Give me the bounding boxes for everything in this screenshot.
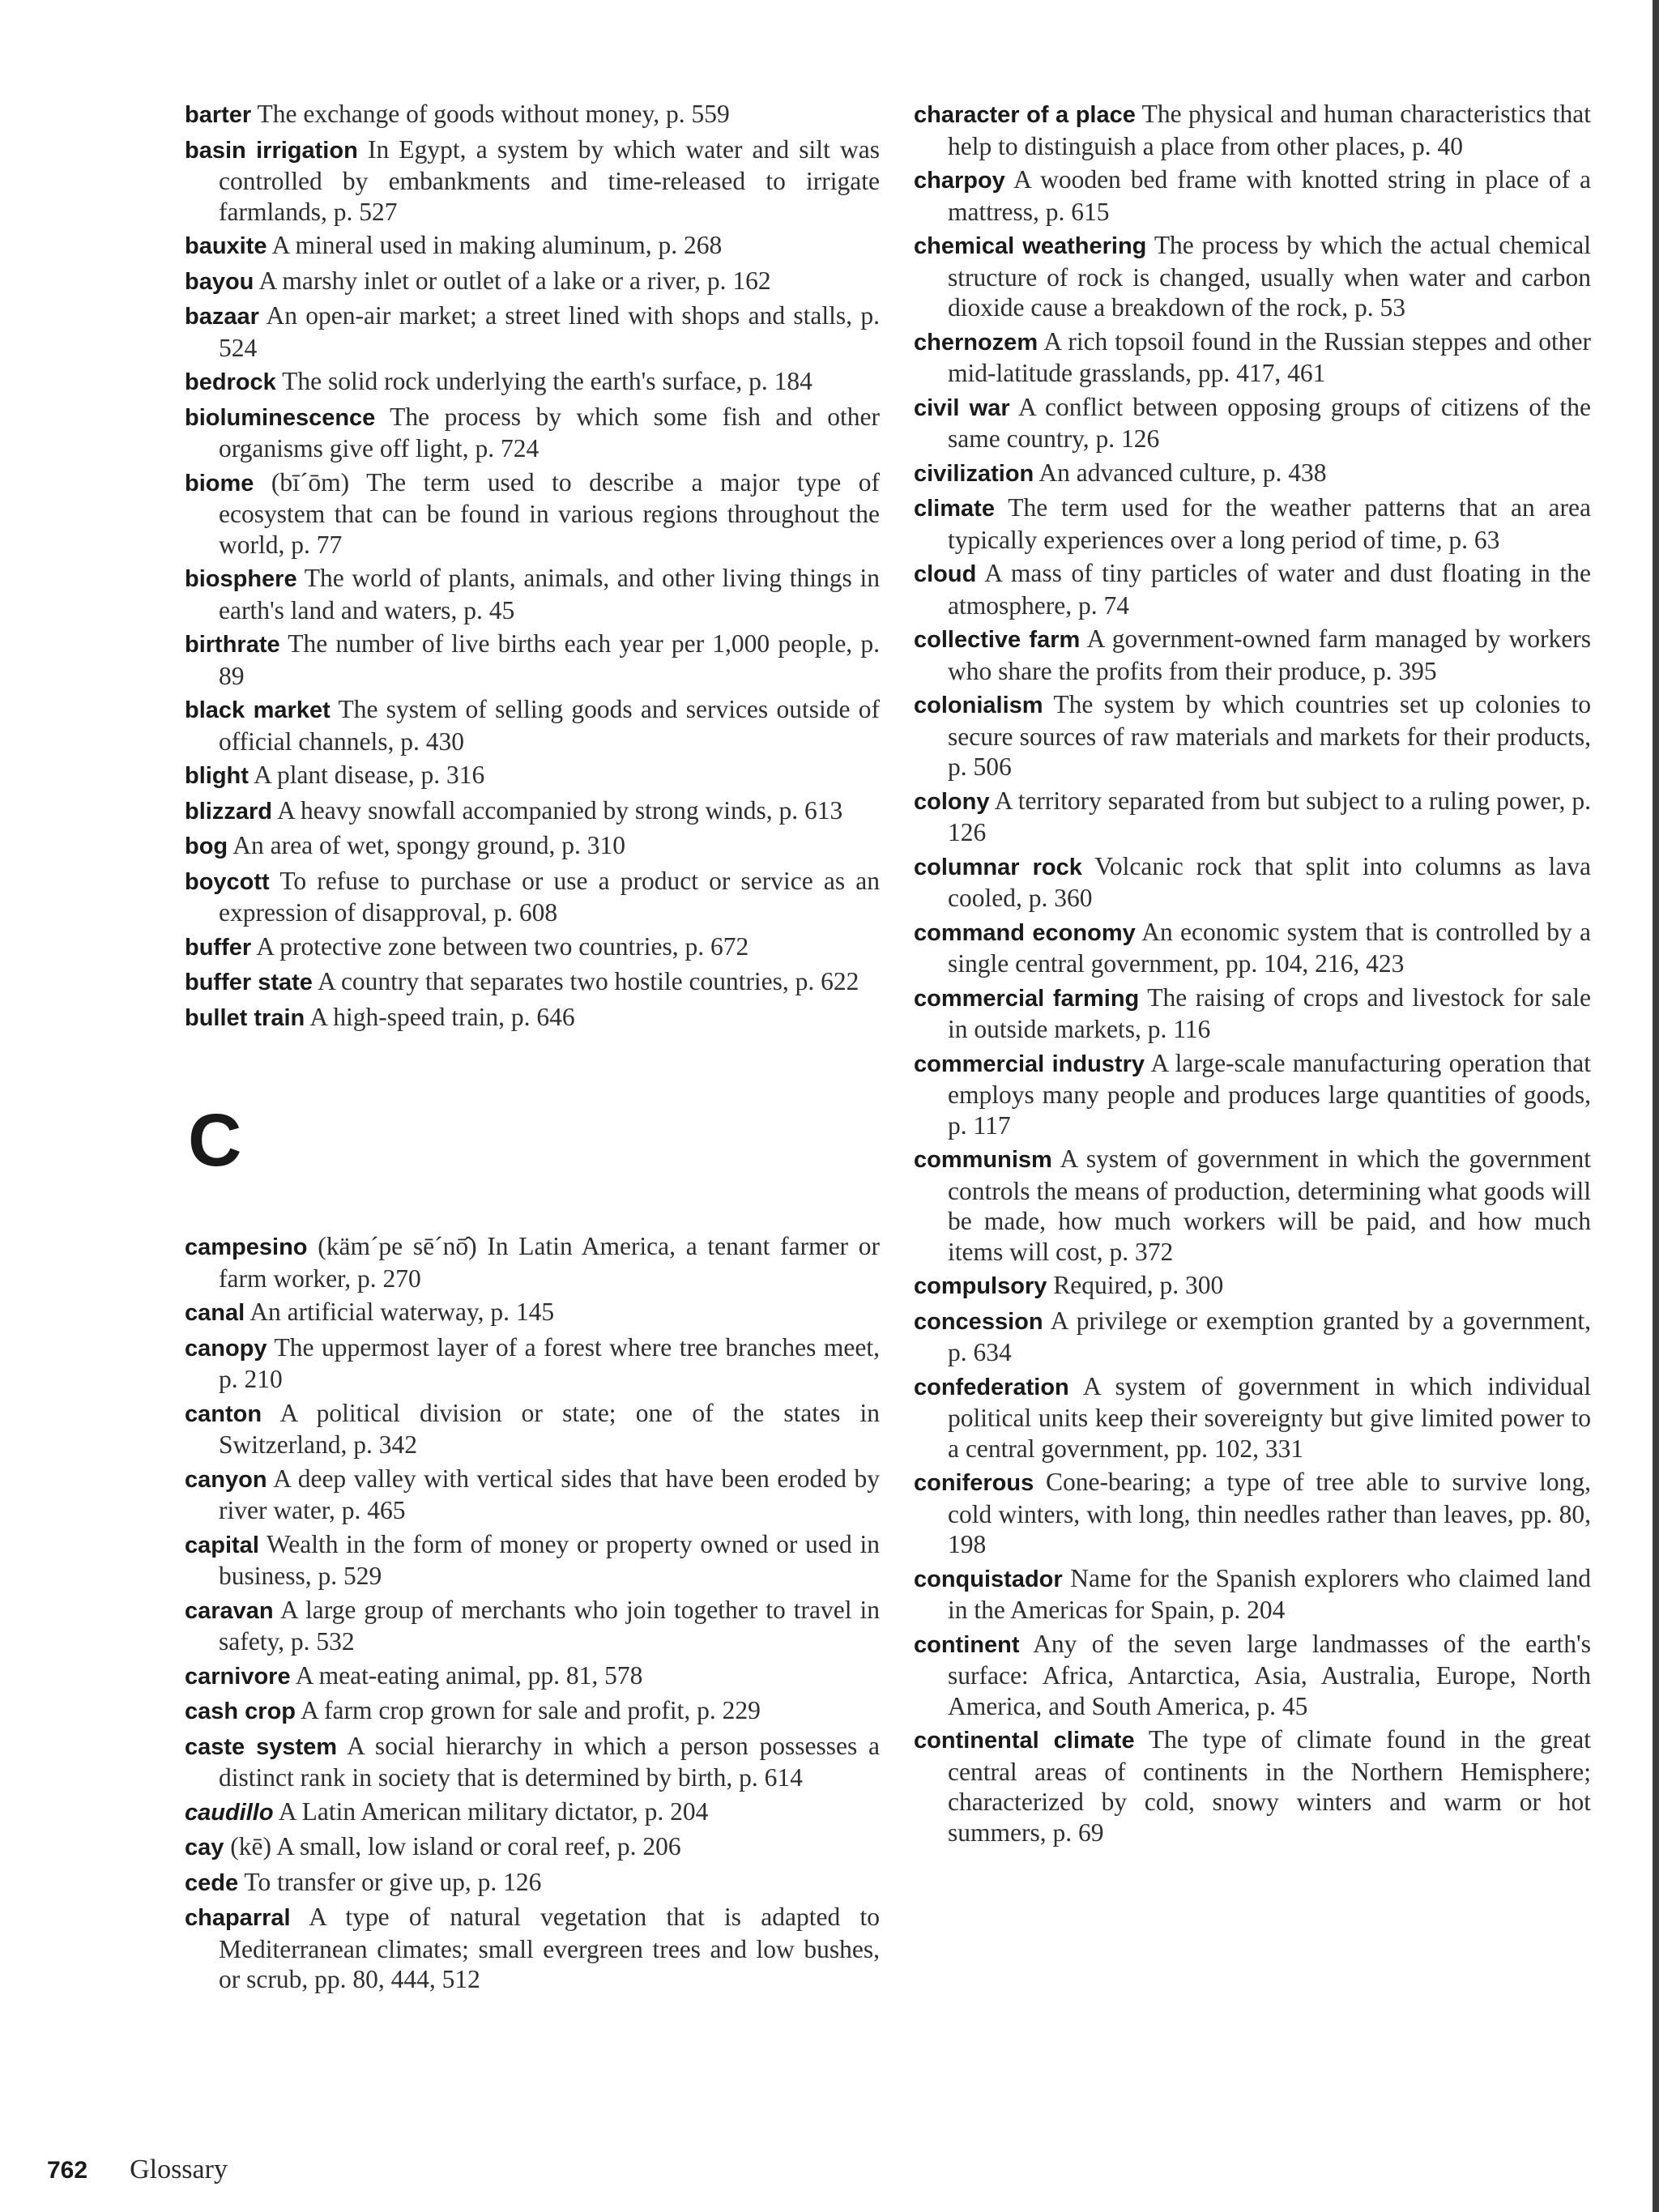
glossary-definition: An economic system that is controlled by a single central government, pp. 104, 216, 423 [948,917,1591,978]
section-letter: C [188,1099,242,1182]
glossary-term: canal [185,1300,245,1326]
glossary-term: collective farm [914,627,1081,653]
glossary-entry [185,1464,880,1526]
glossary-term: coniferous [914,1470,1034,1496]
glossary-entry [185,300,880,363]
glossary-definition: A wooden bed frame with knotted string in place of a mattress, p. 615 [948,165,1591,226]
glossary-definition: A deep valley with vertical sides that have been eroded by river water, p. 465 [219,1464,880,1524]
glossary-term: bazaar [185,304,259,330]
glossary-entry [185,134,880,228]
glossary-term: blight [185,763,249,789]
glossary-definition: A mineral used in making aluminum, p. 268 [271,231,723,259]
glossary-entry [185,966,880,999]
glossary-term: blizzard [185,798,272,825]
glossary-entry [185,760,880,792]
right-column [914,99,1591,1851]
glossary-definition: A system of government in which the government controls the means of production, determining what goods will be made, how much workers will be paid, and how much items will cost, p. 372 [948,1144,1591,1266]
glossary-entry [185,563,880,625]
left-column [185,99,880,1998]
glossary-term: canopy [185,1335,267,1362]
glossary-entry [914,164,1591,227]
glossary-term: buffer [185,934,252,961]
glossary-definition: Any of the seven large landmasses of the earth's surface: Africa, Antarctica, Asia, Australia, Europe, North America, and South America, p. 45 [948,1629,1591,1720]
glossary-definition: A small, low island or coral reef, p. 206 [276,1832,681,1860]
glossary-entry [185,366,880,399]
glossary-term: barter [185,102,252,128]
glossary-entry [185,230,880,262]
glossary-definition: The process by which the actual chemical structure of rock is changed, usually when water and carbon dioxide cause a breakdown of the rock, p. 53 [948,231,1591,322]
glossary-definition: Wealth in the form of money or property owned or used in business, p. 529 [219,1529,880,1590]
glossary-entry [185,1695,880,1728]
glossary-term: biosphere [185,566,297,592]
glossary-entry [914,982,1591,1045]
glossary-entry [914,689,1591,782]
glossary-entry [914,1629,1591,1722]
glossary-definition: An open-air market; a street lined with shops and stalls, p. 524 [219,301,880,362]
glossary-entry [185,1297,880,1329]
glossary-definition: A large-scale manufacturing operation that employs many people and produces large quantities of goods, p. 117 [948,1048,1591,1140]
glossary-definition: A conflict between opposing groups of citizens of the same country, p. 126 [948,392,1591,453]
glossary-definition: A mass of tiny particles of water and dust floating in the atmosphere, p. 74 [948,559,1591,620]
glossary-entry [914,1048,1591,1141]
glossary-term: command economy [914,919,1136,946]
pronunciation: (käm´pe sē´nō̂) [318,1232,477,1260]
glossary-definition: A heavy snowfall accompanied by strong winds, p. 613 [277,795,843,825]
glossary-entry [914,230,1591,323]
glossary-definition: The physical and human characteristics that help to distinguish a place from other places, p. 40 [948,100,1591,160]
glossary-entry [914,1144,1591,1267]
glossary-entry [185,1660,880,1693]
glossary-term: character of a place [914,102,1136,128]
glossary-definition: A Latin American military dictator, p. 204 [278,1796,709,1826]
glossary-definition: A protective zone between two countries, p. 672 [256,931,749,961]
glossary-term: caste system [185,1733,338,1760]
glossary-entry [914,851,1591,914]
glossary-term: cash crop [185,1698,296,1724]
glossary-definition: The raising of crops and livestock for sale in outside markets, p. 116 [948,982,1592,1043]
glossary-entry [914,917,1591,979]
glossary-entry [185,694,880,757]
glossary-definition: A country that separates two hostile countries, p. 622 [318,967,859,995]
glossary-term: bauxite [185,233,267,259]
pronunciation: (kē) [230,1832,271,1860]
glossary-definition: The term used for the weather patterns that an area typically experiences over a long period of time, p. 63 [948,493,1591,554]
glossary-entry [914,1724,1591,1848]
glossary-entry [185,830,880,863]
glossary-definition: A large group of merchants who join together to travel in safety, p. 532 [219,1595,880,1656]
glossary-term: bedrock [185,369,276,395]
glossary-definition: A meat-eating animal, pp. 81, 578 [295,1660,643,1690]
footer-section-label: Glossary [130,2154,228,2184]
page-footer [47,2154,228,2185]
glossary-entry [185,795,880,828]
glossary-entry [914,624,1591,686]
glossary-term: boycott [185,868,270,895]
glossary-entry [185,266,880,298]
glossary-definition: Cone-bearing; a type of tree able to survive long, cold winters, with long, thin needles rather than leaves, pp. 80, 198 [948,1468,1591,1558]
glossary-term: colonialism [914,693,1043,718]
glossary-definition: The number of live births each year per 1,000 people, p. 89 [219,629,880,690]
glossary-definition: The exchange of goods without money, p. 559 [257,100,730,128]
page-number: 762 [47,2157,88,2184]
glossary-definition: Name for the Spanish explorers who claimed land in the Americas for Spain, p. 204 [948,1563,1591,1624]
glossary-term: caravan [185,1597,274,1624]
glossary-term: bayou [185,268,254,295]
glossary-entry [185,931,880,964]
glossary-entry [185,1731,880,1793]
glossary-entry [914,1467,1591,1560]
glossary-definition: The term used to describe a major type of ecosystem that can be found in various regions throughout the world, p. 77 [219,467,881,559]
glossary-term: continental climate [914,1728,1135,1754]
glossary-definition: To transfer or give up, p. 126 [244,1867,542,1896]
glossary-term: civil war [914,394,1010,421]
left-entries-after [185,1231,880,1995]
glossary-term: canton [185,1400,262,1427]
glossary-entry [185,1398,880,1460]
glossary-term: basin irrigation [185,137,358,164]
glossary-term: concession [914,1308,1043,1335]
glossary-entry [185,1595,880,1657]
glossary-entry [914,392,1591,454]
glossary-entry [914,492,1591,555]
glossary-definition: A marshy inlet or outlet of a lake or a river, p. 162 [258,266,771,295]
glossary-definition: The system by which countries set up colonies to secure sources of raw materials and markets for their products, p. 506 [948,690,1592,781]
glossary-term: buffer state [185,970,313,995]
glossary-definition: The world of plants, animals, and other living things in earth's land and waters, p. 45 [219,564,880,624]
glossary-term: birthrate [185,632,280,658]
glossary-definition: A type of natural vegetation that is adapted to Mediterranean climates; small evergreen trees and low bushes, or scrub, pp. 80, 444, 512 [219,1903,880,1993]
glossary-term: climate [914,496,995,522]
glossary-definition: A farm crop grown for sale and profit, p. 229 [301,1696,761,1724]
glossary-entry [185,402,880,464]
glossary-entry [914,1371,1591,1464]
glossary-entry [185,1902,880,1995]
glossary-definition: A political division or state; one of the states in Switzerland, p. 342 [219,1398,880,1459]
glossary-term: bog [185,833,228,859]
glossary-term: continent [914,1631,1020,1658]
left-entries-before [185,99,880,1034]
glossary-definition: In Egypt, a system by which water and silt was controlled by embankments and time-released to irrigate farmlands, p. 527 [219,134,880,226]
glossary-definition: A government-owned farm managed by workers who share the profits from their produce, p. 395 [948,624,1591,685]
glossary-entry [185,866,880,928]
glossary-term: compulsory [914,1273,1047,1299]
glossary-term: capital [185,1532,259,1558]
glossary-definition: Volcanic rock that split into columns as lava cooled, p. 360 [948,851,1592,912]
glossary-term: biome [185,470,254,497]
glossary-term: conquistador [914,1566,1063,1592]
glossary-term: chaparral [185,1905,291,1931]
glossary-definition: The uppermost layer of a forest where tree branches meet, p. 210 [219,1332,880,1393]
glossary-definition: A high-speed train, p. 646 [309,1002,575,1031]
glossary-entry [185,1867,880,1899]
glossary-definition: An advanced culture, p. 438 [1038,458,1327,487]
glossary-definition: To refuse to purchase or use a product or service as an expression of disapproval, p. 608 [219,866,880,927]
glossary-term: commercial farming [914,985,1140,1012]
glossary-term: black market [185,697,331,723]
glossary-definition: A territory separated from but subject to a ruling power, p. 126 [948,786,1591,846]
glossary-entry [185,1529,880,1592]
glossary-term: colony [914,788,990,815]
glossary-term: civilization [914,460,1034,487]
glossary-term: confederation [914,1374,1069,1400]
glossary-entry [185,99,880,131]
glossary-definition: The process by which some fish and other organisms give off light, p. 724 [219,402,880,462]
glossary-entry [185,1332,880,1395]
glossary-definition: A system of government in which individual political units keep their sovereignty but give limited power to a central government, pp. 102, 331 [948,1371,1591,1463]
glossary-entry [914,1563,1591,1626]
glossary-entry [185,467,880,560]
glossary-term: carnivore [185,1663,291,1690]
glossary-term: columnar rock [914,854,1082,880]
glossary-term: bioluminescence [185,404,376,431]
glossary-entry [185,629,880,691]
glossary-entry [914,786,1591,848]
glossary-term: bullet train [185,1004,305,1031]
glossary-definition: A social hierarchy in which a person possesses a distinct rank in society that is determined by birth, p. 614 [219,1731,880,1792]
right-entries [914,99,1591,1848]
glossary-definition: A rich topsoil found in the Russian steppes and other mid-latitude grasslands, pp. 417, 461 [948,326,1591,387]
glossary-term: cloud [914,561,977,587]
glossary-term: cay [185,1835,224,1860]
glossary-definition: The solid rock underlying the earth's surface, p. 184 [282,367,812,395]
glossary-term: canyon [185,1466,267,1493]
glossary-definition: In Latin America, a tenant farmer or farm worker, p. 270 [219,1232,880,1293]
glossary-term: chemical weathering [914,233,1147,259]
glossary-definition: An artificial waterway, p. 145 [249,1298,555,1326]
glossary-entry [185,1796,880,1829]
glossary-definition: The system of selling goods and services outside of official channels, p. 430 [219,695,880,756]
glossary-term: charpoy [914,168,1005,194]
glossary-term: caudillo [185,1799,274,1826]
pronunciation: (bī´ōm) [271,467,350,497]
glossary-term: commercial industry [914,1051,1145,1077]
glossary-entry [914,326,1591,389]
glossary-entry [914,558,1591,620]
glossary-term: campesino [185,1234,308,1260]
glossary-definition: A plant disease, p. 316 [254,761,485,789]
glossary-term: cede [185,1869,239,1896]
glossary-entry [914,1306,1591,1368]
page-edge-shadow [1653,0,1659,2212]
glossary-term: chernozem [914,329,1038,356]
glossary-entry [914,1270,1591,1302]
glossary-definition: Required, p. 300 [1053,1271,1224,1299]
glossary-entry [185,1831,880,1864]
glossary-entry [185,1231,880,1294]
glossary-definition: An area of wet, spongy ground, p. 310 [232,831,625,859]
glossary-definition: The type of climate found in the great central areas of continents in the Northern Hemisphere; characterized by cold, snowy winters and warm or hot summers, p. 69 [948,1725,1592,1847]
glossary-entry [914,458,1591,490]
glossary-definition: A privilege or exemption granted by a government, p. 634 [948,1306,1591,1366]
glossary-term: communism [914,1147,1052,1173]
glossary-entry [185,1002,880,1034]
glossary-entry [914,99,1591,161]
